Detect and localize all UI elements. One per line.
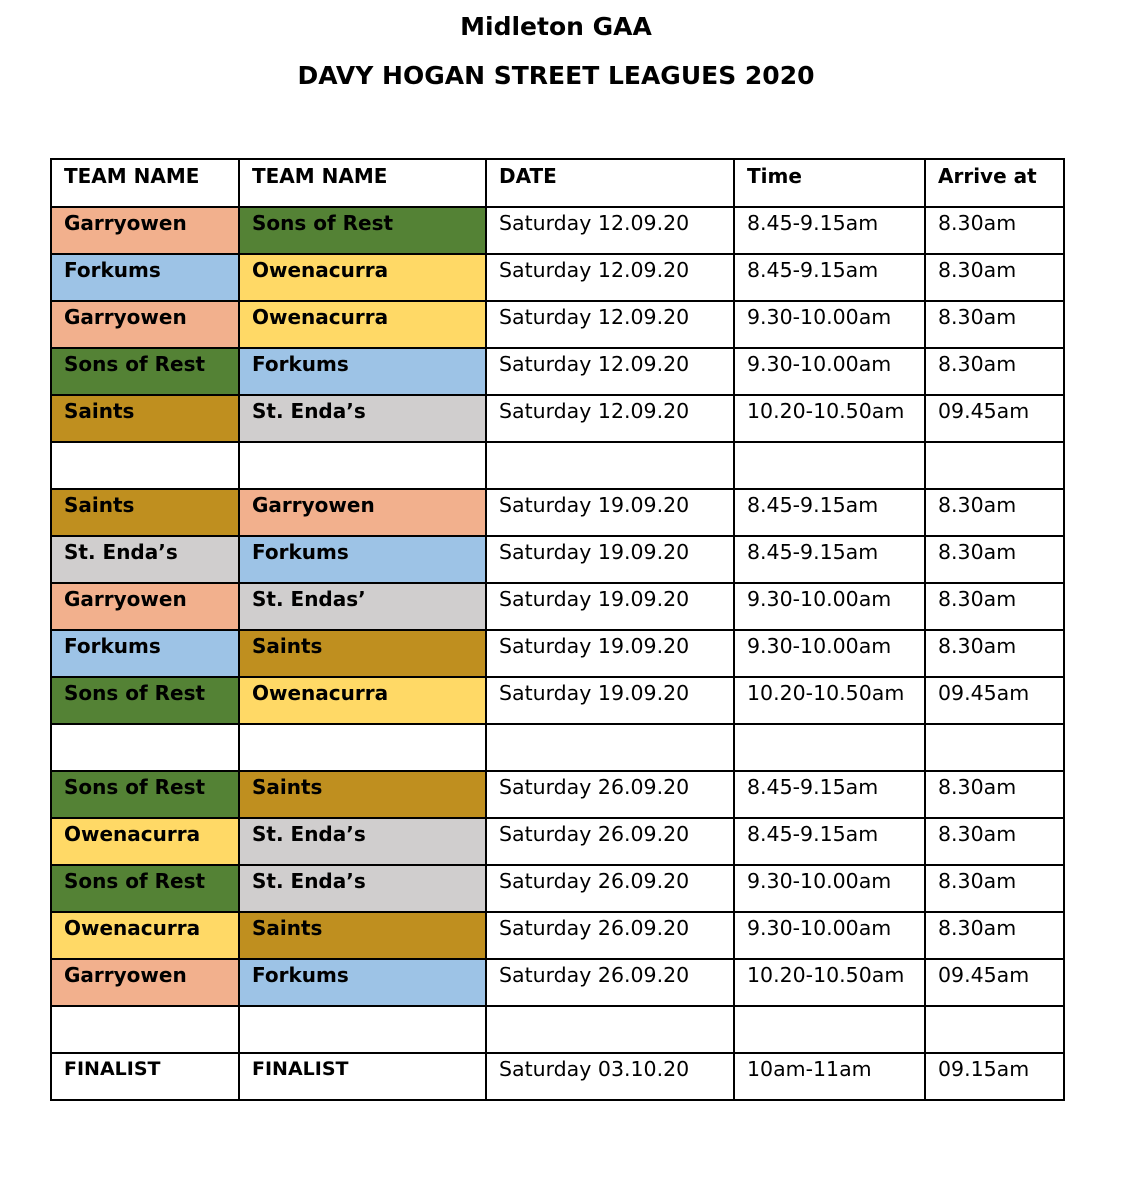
arrive-cell: 8.30am xyxy=(925,489,1064,536)
spacer-row xyxy=(51,1006,1064,1053)
team-2-cell: Sons of Rest xyxy=(239,207,486,254)
table-row xyxy=(51,348,1064,395)
empty-cell xyxy=(486,1006,734,1053)
team-2-cell: FINALIST xyxy=(239,1053,486,1100)
team-1-cell: Saints xyxy=(51,395,239,442)
arrive-cell: 8.30am xyxy=(925,348,1064,395)
empty-cell xyxy=(486,724,734,771)
arrive-cell: 8.30am xyxy=(925,536,1064,583)
date-cell: Saturday 19.09.20 xyxy=(486,677,734,724)
empty-cell xyxy=(239,442,486,489)
table-row xyxy=(51,489,1064,536)
fixtures-table xyxy=(50,158,1065,1101)
team-2-cell: Owenacurra xyxy=(239,301,486,348)
arrive-cell: 09.15am xyxy=(925,1053,1064,1100)
date-cell: Saturday 26.09.20 xyxy=(486,771,734,818)
team-2-cell: Saints xyxy=(239,630,486,677)
time-cell: 8.45-9.15am xyxy=(734,254,925,301)
time-cell: 9.30-10.00am xyxy=(734,630,925,677)
time-cell: 10.20-10.50am xyxy=(734,959,925,1006)
team-1-cell: Saints xyxy=(51,489,239,536)
empty-cell xyxy=(486,442,734,489)
table-row xyxy=(51,207,1064,254)
table-row xyxy=(51,959,1064,1006)
empty-cell xyxy=(734,1006,925,1053)
team-2-cell: St. Endas’ xyxy=(239,583,486,630)
empty-cell xyxy=(239,1006,486,1053)
header-arrive-at: Arrive at xyxy=(925,159,1064,207)
header-date: DATE xyxy=(486,159,734,207)
team-2-cell: Garryowen xyxy=(239,489,486,536)
date-cell: Saturday 19.09.20 xyxy=(486,536,734,583)
team-2-cell: St. Enda’s xyxy=(239,865,486,912)
team-1-cell: Sons of Rest xyxy=(51,865,239,912)
arrive-cell: 8.30am xyxy=(925,254,1064,301)
club-title: Midleton GAA xyxy=(460,12,652,41)
team-1-cell: St. Enda’s xyxy=(51,536,239,583)
date-cell: Saturday 12.09.20 xyxy=(486,301,734,348)
final-row xyxy=(51,1053,1064,1100)
date-cell: Saturday 26.09.20 xyxy=(486,959,734,1006)
table-row xyxy=(51,630,1064,677)
team-2-cell: Owenacurra xyxy=(239,677,486,724)
team-2-cell: Owenacurra xyxy=(239,254,486,301)
team-1-cell: Garryowen xyxy=(51,301,239,348)
fixtures-body xyxy=(51,207,1064,1100)
team-1-cell: FINALIST xyxy=(51,1053,239,1100)
date-cell: Saturday 26.09.20 xyxy=(486,865,734,912)
arrive-cell: 8.30am xyxy=(925,207,1064,254)
time-cell: 8.45-9.15am xyxy=(734,771,925,818)
empty-cell xyxy=(239,724,486,771)
time-cell: 8.45-9.15am xyxy=(734,818,925,865)
table-row xyxy=(51,301,1064,348)
time-cell: 9.30-10.00am xyxy=(734,583,925,630)
date-cell: Saturday 19.09.20 xyxy=(486,489,734,536)
team-1-cell: Owenacurra xyxy=(51,912,239,959)
date-cell: Saturday 12.09.20 xyxy=(486,207,734,254)
team-2-cell: Saints xyxy=(239,912,486,959)
page-title: DAVY HOGAN STREET LEAGUES 2020 xyxy=(297,61,815,90)
empty-cell xyxy=(734,442,925,489)
team-1-cell: Forkums xyxy=(51,254,239,301)
team-1-cell: Owenacurra xyxy=(51,818,239,865)
date-cell: Saturday 12.09.20 xyxy=(486,348,734,395)
arrive-cell: 09.45am xyxy=(925,959,1064,1006)
table-row xyxy=(51,865,1064,912)
table-row xyxy=(51,395,1064,442)
arrive-cell: 09.45am xyxy=(925,677,1064,724)
time-cell: 9.30-10.00am xyxy=(734,865,925,912)
table-row xyxy=(51,677,1064,724)
table-row xyxy=(51,536,1064,583)
date-cell: Saturday 12.09.20 xyxy=(486,395,734,442)
date-cell: Saturday 19.09.20 xyxy=(486,583,734,630)
date-cell: Saturday 26.09.20 xyxy=(486,818,734,865)
time-cell: 10am-11am xyxy=(734,1053,925,1100)
empty-cell xyxy=(51,1006,239,1053)
arrive-cell: 09.45am xyxy=(925,395,1064,442)
arrive-cell: 8.30am xyxy=(925,301,1064,348)
date-cell: Saturday 03.10.20 xyxy=(486,1053,734,1100)
table-row xyxy=(51,912,1064,959)
time-cell: 9.30-10.00am xyxy=(734,348,925,395)
time-cell: 9.30-10.00am xyxy=(734,912,925,959)
empty-cell xyxy=(734,724,925,771)
table-header-row xyxy=(51,159,1064,207)
spacer-row xyxy=(51,442,1064,489)
arrive-cell: 8.30am xyxy=(925,771,1064,818)
team-1-cell: Garryowen xyxy=(51,959,239,1006)
team-2-cell: Saints xyxy=(239,771,486,818)
arrive-cell: 8.30am xyxy=(925,630,1064,677)
date-cell: Saturday 12.09.20 xyxy=(486,254,734,301)
header-time: Time xyxy=(734,159,925,207)
team-1-cell: Sons of Rest xyxy=(51,348,239,395)
spacer-row xyxy=(51,724,1064,771)
team-2-cell: Forkums xyxy=(239,959,486,1006)
empty-cell xyxy=(925,1006,1064,1053)
team-2-cell: St. Enda’s xyxy=(239,818,486,865)
empty-cell xyxy=(51,724,239,771)
team-1-cell: Sons of Rest xyxy=(51,771,239,818)
team-2-cell: Forkums xyxy=(239,348,486,395)
arrive-cell: 8.30am xyxy=(925,583,1064,630)
team-1-cell: Garryowen xyxy=(51,207,239,254)
time-cell: 8.45-9.15am xyxy=(734,489,925,536)
table-row xyxy=(51,254,1064,301)
empty-cell xyxy=(925,724,1064,771)
time-cell: 8.45-9.15am xyxy=(734,536,925,583)
arrive-cell: 8.30am xyxy=(925,865,1064,912)
team-1-cell: Forkums xyxy=(51,630,239,677)
time-cell: 10.20-10.50am xyxy=(734,395,925,442)
header-team-name-2: TEAM NAME xyxy=(239,159,486,207)
empty-cell xyxy=(925,442,1064,489)
date-cell: Saturday 19.09.20 xyxy=(486,630,734,677)
team-1-cell: Garryowen xyxy=(51,583,239,630)
team-2-cell: St. Enda’s xyxy=(239,395,486,442)
table-row xyxy=(51,583,1064,630)
team-1-cell: Sons of Rest xyxy=(51,677,239,724)
empty-cell xyxy=(51,442,239,489)
time-cell: 8.45-9.15am xyxy=(734,207,925,254)
arrive-cell: 8.30am xyxy=(925,818,1064,865)
team-2-cell: Forkums xyxy=(239,536,486,583)
time-cell: 9.30-10.00am xyxy=(734,301,925,348)
date-cell: Saturday 26.09.20 xyxy=(486,912,734,959)
arrive-cell: 8.30am xyxy=(925,912,1064,959)
header-team-name-1: TEAM NAME xyxy=(51,159,239,207)
time-cell: 10.20-10.50am xyxy=(734,677,925,724)
table-row xyxy=(51,771,1064,818)
table-row xyxy=(51,818,1064,865)
